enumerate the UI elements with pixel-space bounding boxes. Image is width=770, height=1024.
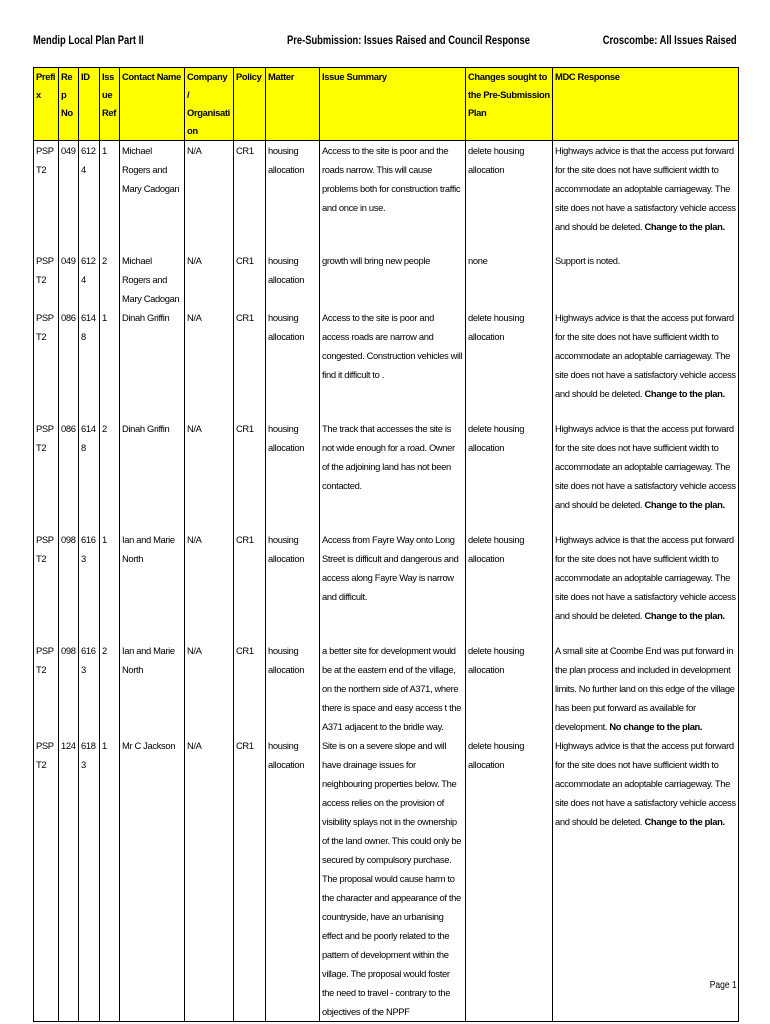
table-row bbox=[34, 419, 739, 530]
cell-id: 6124 bbox=[79, 251, 100, 308]
response-text: Highways advice is that the access put forward for the site does not have sufficient width to accommodate an adoptable carriageway. The site does not have a satisfactory vehicle access and should be deleted. bbox=[555, 533, 736, 621]
cell-id: 6163 bbox=[79, 530, 100, 641]
cell-mdc-response bbox=[553, 736, 739, 1022]
cell-mdc-response bbox=[553, 141, 739, 251]
cell-policy: CR1 bbox=[234, 251, 266, 308]
col-header-prefix: Prefix bbox=[34, 68, 59, 141]
response-text: Highways advice is that the access put forward for the site does not have sufficient width to accommodate an adoptable carriageway. The site does not have a satisfactory vehicle access and should be deleted. bbox=[555, 422, 736, 510]
cell-matter: housing allocation bbox=[266, 251, 320, 308]
response-decision: Change to the plan. bbox=[644, 498, 725, 510]
cell-issue-ref: 2 bbox=[100, 251, 120, 308]
response-decision: Change to the plan. bbox=[644, 815, 725, 827]
cell-rep-no: 086 bbox=[59, 419, 79, 530]
cell-matter: housing allocation bbox=[266, 419, 320, 530]
cell-rep-no: 086 bbox=[59, 308, 79, 419]
cell-changes: delete housing allocation bbox=[466, 641, 553, 736]
cell-policy: CR1 bbox=[234, 419, 266, 530]
cell-contact-name: Michael Rogers and Mary Cadogan bbox=[120, 141, 185, 251]
response-decision: Change to the plan. bbox=[644, 609, 725, 621]
col-header-matter: Matter bbox=[266, 68, 320, 141]
cell-company: N/A bbox=[185, 141, 234, 251]
cell-issue-ref: 1 bbox=[100, 530, 120, 641]
table-row bbox=[34, 251, 739, 308]
cell-id: 6148 bbox=[79, 419, 100, 530]
cell-issue-ref: 1 bbox=[100, 736, 120, 1022]
cell-changes: none bbox=[466, 251, 553, 308]
cell-prefix: PSPT2 bbox=[34, 530, 59, 641]
cell-id: 6148 bbox=[79, 308, 100, 419]
col-header-rep-no: Rep No bbox=[59, 68, 79, 141]
table-header bbox=[34, 68, 739, 141]
cell-matter: housing allocation bbox=[266, 141, 320, 251]
cell-prefix: PSPT2 bbox=[34, 736, 59, 1022]
cell-changes: delete housing allocation bbox=[466, 141, 553, 251]
cell-issue-ref: 1 bbox=[100, 141, 120, 251]
cell-issue-summary: Access to the site is poor and the roads narrow. This will cause problems both for construction traffic and once in use. bbox=[320, 141, 466, 251]
cell-rep-no: 098 bbox=[59, 641, 79, 736]
cell-issue-ref: 1 bbox=[100, 308, 120, 419]
cell-matter: housing allocation bbox=[266, 641, 320, 736]
cell-issue-summary: Access from Fayre Way onto Long Street is difficult and dangerous and access along Fayre Way is narrow and difficult. bbox=[320, 530, 466, 641]
cell-company: N/A bbox=[185, 419, 234, 530]
cell-matter: housing allocation bbox=[266, 308, 320, 419]
cell-contact-name: Mr C Jackson bbox=[120, 736, 185, 1022]
cell-issue-summary: a better site for development would be at the eastern end of the village, on the northern side of A371, where there is space and easy access t the A371 adjacent to the bridle way. bbox=[320, 641, 466, 736]
table-row bbox=[34, 141, 739, 251]
col-header-company: Company / Organisation bbox=[185, 68, 234, 141]
cell-rep-no: 049 bbox=[59, 251, 79, 308]
cell-issue-summary: growth will bring new people bbox=[320, 251, 466, 308]
cell-changes: delete housing allocation bbox=[466, 419, 553, 530]
cell-contact-name: Dinah Griffin bbox=[120, 419, 185, 530]
response-decision: Change to the plan. bbox=[644, 221, 725, 232]
cell-contact-name: Ian and Marie North bbox=[120, 641, 185, 736]
cell-changes: delete housing allocation bbox=[466, 736, 553, 1022]
cell-mdc-response bbox=[553, 530, 739, 641]
col-header-mdc-response: MDC Response bbox=[553, 68, 739, 141]
issues-table bbox=[33, 67, 739, 1022]
response-decision: Change to the plan. bbox=[644, 387, 725, 399]
cell-contact-name: Dinah Griffin bbox=[120, 308, 185, 419]
cell-changes: delete housing allocation bbox=[466, 530, 553, 641]
cell-changes: delete housing allocation bbox=[466, 308, 553, 419]
cell-id: 6163 bbox=[79, 641, 100, 736]
table-row bbox=[34, 308, 739, 419]
col-header-policy: Policy bbox=[234, 68, 266, 141]
cell-company: N/A bbox=[185, 736, 234, 1022]
cell-prefix: PSPT2 bbox=[34, 308, 59, 419]
cell-mdc-response bbox=[553, 641, 739, 736]
cell-rep-no: 098 bbox=[59, 530, 79, 641]
cell-id: 6183 bbox=[79, 736, 100, 1022]
response-text: Highways advice is that the access put forward for the site does not have sufficient width to accommodate an adoptable carriageway. The site does not have a satisfactory vehicle access and should be deleted. bbox=[555, 311, 736, 399]
col-header-contact-name: Contact Name bbox=[120, 68, 185, 141]
cell-issue-summary: The track that accesses the site is not wide enough for a road. Owner of the adjoining land has not been contacted. bbox=[320, 419, 466, 530]
response-text: Highways advice is that the access put forward for the site does not have sufficient width to accommodate an adoptable carriageway. The site does not have a satisfactory vehicle access and should be deleted. bbox=[555, 145, 736, 232]
cell-matter: housing allocation bbox=[266, 736, 320, 1022]
cell-policy: CR1 bbox=[234, 141, 266, 251]
cell-issue-summary: Access to the site is poor and access roads are narrow and congested. Construction vehicles will find it difficult to . bbox=[320, 308, 466, 419]
col-header-id: ID bbox=[79, 68, 100, 141]
page-number: Page 1 bbox=[710, 980, 737, 991]
cell-issue-ref: 2 bbox=[100, 419, 120, 530]
cell-prefix: PSPT2 bbox=[34, 419, 59, 530]
cell-company: N/A bbox=[185, 308, 234, 419]
cell-issue-ref: 2 bbox=[100, 641, 120, 736]
cell-company: N/A bbox=[185, 530, 234, 641]
cell-prefix: PSPT2 bbox=[34, 251, 59, 308]
col-header-issue-ref: Issue Ref bbox=[100, 68, 120, 141]
document-subtitle: Pre-Submission: Issues Raised and Council Response bbox=[287, 33, 530, 47]
cell-mdc-response bbox=[553, 308, 739, 419]
cell-company: N/A bbox=[185, 641, 234, 736]
table-row bbox=[34, 641, 739, 736]
cell-policy: CR1 bbox=[234, 530, 266, 641]
cell-issue-summary: Site is on a severe slope and will have drainage issues for neighbouring properties below. The access relies on the provision of visibility splays not in the ownership of the land owner. This could only be secured by compulsory purchase. The proposal would cause harm to the character and appearance of the countryside, have an urbanising effect and be poorly related to the pattern of development within the village. The proposal would foster the need to travel - contrary to the objectives of the NPPF bbox=[320, 736, 466, 1022]
table-row bbox=[34, 736, 739, 1022]
response-decision: No change to the plan. bbox=[609, 720, 703, 732]
document-title: Mendip Local Plan Part II bbox=[33, 33, 144, 47]
cell-company: N/A bbox=[185, 251, 234, 308]
cell-mdc-response bbox=[553, 251, 739, 308]
cell-rep-no: 124 bbox=[59, 736, 79, 1022]
cell-contact-name: Michael Rogers and Mary Cadogan bbox=[120, 251, 185, 308]
cell-policy: CR1 bbox=[234, 308, 266, 419]
col-header-changes: Changes sought to the Pre-Submission Plan bbox=[466, 68, 553, 141]
cell-id: 6124 bbox=[79, 141, 100, 251]
response-text: Highways advice is that the access put forward for the site does not have sufficient width to accommodate an adoptable carriageway. The site does not have a satisfactory vehicle access and should be deleted. bbox=[555, 739, 736, 827]
cell-prefix: PSPT2 bbox=[34, 141, 59, 251]
response-text: Support is noted. bbox=[555, 254, 620, 266]
cell-prefix: PSPT2 bbox=[34, 641, 59, 736]
cell-policy: CR1 bbox=[234, 736, 266, 1022]
parish-title: Croscombe: All Issues Raised bbox=[603, 33, 737, 47]
cell-contact-name: Ian and Marie North bbox=[120, 530, 185, 641]
col-header-issue-summary: Issue Summary bbox=[320, 68, 466, 141]
cell-mdc-response bbox=[553, 419, 739, 530]
cell-policy: CR1 bbox=[234, 641, 266, 736]
table-row bbox=[34, 530, 739, 641]
response-text: A small site at Coombe End was put forward in the plan process and included in development limits. No further land on this edge of the village has been put forward as available for development. bbox=[555, 644, 735, 732]
cell-rep-no: 049 bbox=[59, 141, 79, 251]
cell-matter: housing allocation bbox=[266, 530, 320, 641]
